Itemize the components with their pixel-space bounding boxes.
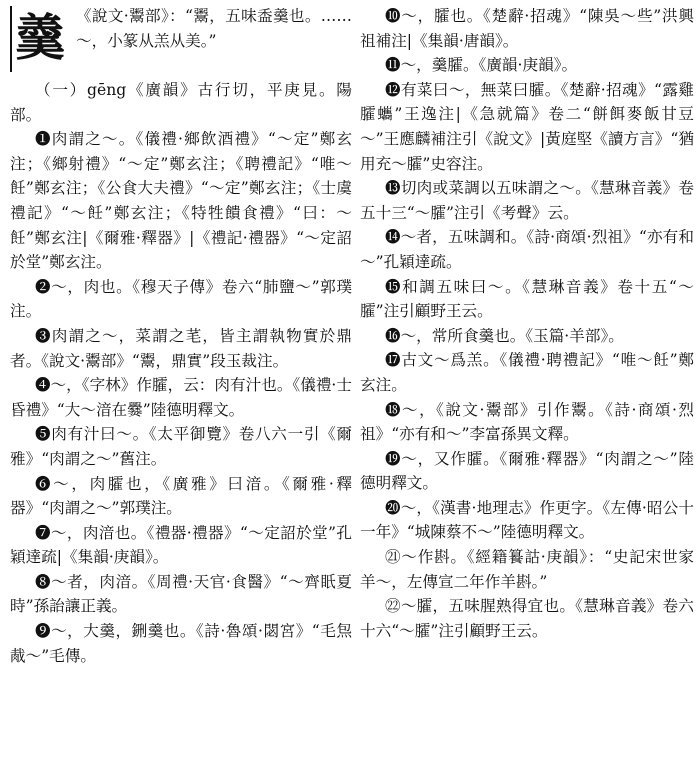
sense-number: ❼ (34, 523, 51, 542)
sense-text: ～，《字林》作臛，云：肉有汁也。《儀禮·士昏禮》“大～湆在爨”陸德明釋文。 (10, 376, 352, 419)
sense-number: ⓰ (384, 326, 401, 345)
sense-paragraph (10, 570, 352, 619)
sense-paragraph (10, 324, 352, 373)
sense-paragraph (360, 225, 694, 274)
sense-number: ❽ (34, 572, 52, 591)
left-senses (10, 127, 352, 668)
left-column (10, 4, 352, 668)
sense-text: ～，肉也。《穆天子傳》卷六“肺鹽～”郭璞注。 (10, 277, 352, 321)
sense-number: ㉑ (384, 548, 402, 567)
sense-text: ～，肉湆也。《禮器·禮器》“～定詔於堂”孔穎達疏|《集韻·庚韻》。 (10, 523, 352, 567)
sense-text: ～作斟。《經籍籑詁·庚韻》：“史記宋世家羊～，左傳宣二年作羊斟。” (360, 548, 694, 591)
sense-text: ～，大羹，鉶羹也。《詩·魯頌·閟宮》“毛炰胾～”毛傳。 (10, 622, 352, 665)
sense-paragraph (360, 594, 694, 643)
sense-text: 古文～爲羔。《儀禮·聘禮記》“唯～飪”鄭玄注。 (360, 351, 694, 394)
sense-number: ⓴ (384, 498, 401, 517)
sense-paragraph (10, 619, 352, 668)
sense-number: ❹ (34, 376, 51, 395)
sense-paragraph (360, 398, 694, 447)
sense-text: ～者，肉湆。《周禮·天官·食醫》“～齊眂夏時”孫詒讓正義。 (10, 572, 352, 616)
sense-paragraph (10, 373, 352, 422)
sense-paragraph (360, 78, 694, 176)
sense-number: ❸ (34, 326, 52, 345)
sense-number: ⓮ (384, 228, 401, 247)
sense-paragraph (360, 545, 694, 594)
right-senses (360, 4, 694, 643)
sense-paragraph (360, 4, 694, 53)
sense-number: ❶ (34, 130, 52, 149)
right-column (360, 4, 694, 643)
sense-paragraph (360, 348, 694, 397)
sense-text: ～，羹臛。《廣韻·庚韻》。 (400, 56, 578, 75)
sense-paragraph (360, 176, 694, 225)
entry-intro: 《說文·鬻部》：“鬻，五味盉羹也。……～，小篆从羔从美。” (76, 7, 352, 50)
sense-paragraph (10, 521, 352, 570)
sense-text: 和調五味曰～。《慧琳音義》卷十五“～臛”注引顧野王云。 (360, 277, 694, 321)
sense-number: ⓫ (384, 56, 401, 75)
entry-head (10, 4, 352, 78)
sense-text: ～，又作臛。《爾雅·釋器》“肉謂之～”陸德明釋文。 (360, 449, 694, 493)
sense-number: ⓭ (384, 179, 401, 198)
sense-paragraph (10, 275, 352, 324)
sense-paragraph (360, 53, 694, 78)
sense-number: ⓱ (384, 351, 402, 370)
sense-paragraph (10, 127, 352, 275)
sense-text: ～，《說文·鬻部》引作鬻。《詩·商頌·烈祖》“亦有和～”李富孫異文釋。 (360, 400, 694, 444)
sense-number: ❷ (34, 277, 52, 296)
sense-text: ～，肉臛也，《廣雅》曰湆。《爾雅·釋器》“肉謂之～”郭璞注。 (10, 474, 352, 518)
sense-number: ⓬ (384, 80, 401, 99)
sense-number: ❿ (384, 7, 402, 25)
sense-number: ⓳ (384, 449, 402, 468)
sense-number: ❾ (34, 622, 52, 641)
sense-paragraph (10, 422, 352, 471)
sense-text: 肉謂之～，菜謂之芼，皆主謂執物實於鼎者。《說文·鬻部》“鬻，鼎實”段玉裁注。 (10, 326, 352, 370)
sense-text: ～，《漢書·地理志》作更字。《左傳·昭公十一年》“城陳蔡不～”陸德明釋文。 (360, 498, 694, 542)
sense-number: ❻ (34, 474, 54, 493)
sense-text: 切肉或菜調以五味謂之～。《慧琳音義》卷五十三“～臛”注引《考聲》云。 (360, 179, 694, 222)
headword: 羹 (15, 8, 65, 67)
sense-paragraph (10, 472, 352, 521)
sense-number: ❺ (34, 425, 52, 444)
sense-text: ～，臛也。《楚辭·招魂》“陳吳～些”洪興祖補注|《集韻·唐韻》。 (360, 7, 694, 50)
sense-paragraph (360, 447, 694, 496)
sense-text: 肉謂之～。《儀禮·鄉飲酒禮》“～定”鄭玄注；《鄉射禮》“～定”鄭玄注；《聘禮記》“唯～飪”鄭玄注；《公食大夫禮》“～定”鄭玄注；《士虞禮記》“～飪”鄭玄注；《特牲饋食禮》“曰：～飪”鄭玄注|《爾雅·釋器》|《禮記·禮器》“～定詔於堂”鄭玄注。 (10, 130, 352, 272)
sense-paragraph (360, 275, 694, 324)
sense-text: 肉有汁曰～。《太平御覽》卷八六一引《爾雅》“肉謂之～”舊注。 (10, 425, 352, 468)
sense-text: ～臛，五味腥熟得宜也。《慧琳音義》卷六十六“～臛”注引顧野王云。 (360, 597, 694, 640)
sense-number: ⓲ (384, 400, 403, 419)
sense-text: ～，常所食羹也。《玉篇·羊部》。 (400, 326, 624, 345)
sense-text: ～者，五味調和。《詩·商頌·烈祖》“亦有和～”孔穎達疏。 (360, 228, 694, 271)
sense-text: 有菜曰～，無菜曰臛。《楚辭·招魂》“露雞臛蠵”王逸注|《急就篇》卷二“餅餌麥飯甘豆～”王應麟補注引《說文》|黃庭堅《讀方言》“猶用充～臛”史容注。 (360, 80, 694, 173)
reading-line: （一）gēng《廣韻》古行切，平庚見。陽部。 (10, 81, 352, 124)
sense-number: ⓯ (384, 277, 403, 296)
sense-paragraph (360, 324, 694, 349)
sense-number: ㉒ (384, 597, 401, 616)
sense-paragraph (360, 496, 694, 545)
